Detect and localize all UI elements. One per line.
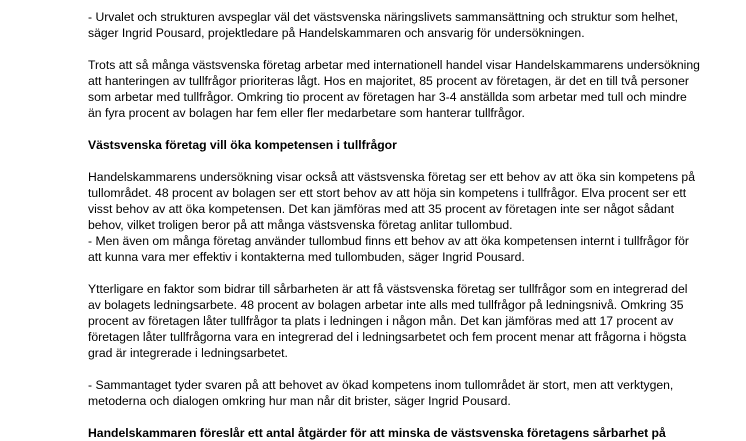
paragraph-quote-urvalet	[88, 9, 688, 41]
section-heading-atgarder: Handelskammaren föreslår ett antal åtgärder för att minska de västsvenska företagens sårbarhet på	[88, 426, 666, 440]
text-line: Handelskammarens undersökning visar också att västsvenska företag ser ett behov av att öka sin kompetens på	[88, 170, 695, 184]
paragraph-quote-sammantaget	[88, 377, 688, 409]
text-line: procent av företagen låter tullfrågor ta plats i ledningen i någon mån. Det kan jämföras med att 17 procent av	[88, 314, 674, 328]
text-line: tullområdet. 48 procent av bolagen ser ett stort behov av att höja sin kompetens i tullfrågor. Elva procent ser ett	[88, 186, 687, 200]
paragraph-ledningsarbete	[88, 281, 688, 361]
paragraph-kompetensbehov	[88, 169, 695, 265]
text-line: - Urvalet och strukturen avspeglar väl det västsvenska näringslivets sammansättning och struktur som helhet,	[88, 10, 679, 24]
text-line: än fyra procent av bolagen har fem eller fler medarbetare som hanterar tullfrågor.	[88, 106, 525, 120]
text-line: behov, vilket troligen beror på att många västsvenska företag anlitar tullombud.	[88, 218, 513, 232]
text-line: Trots att så många västsvenska företag arbetar med internationell handel visar Handelskammarens undersökning	[88, 58, 700, 72]
text-line: av bolagets ledningsarbete. 48 procent av bolagen arbetar inte alls med tullfrågor på ledningsnivå. Omkring 35	[88, 298, 684, 312]
text-line: företagen låter tullfrågorna vara en integrerad del i ledningsarbetet och fem procent menar att frågorna i högsta	[88, 330, 687, 344]
text-line: att hanteringen av tullfrågor prioriteras lågt. Hos en majoritet, 85 procent av företagen, är det en till två personer	[88, 74, 689, 88]
text-line: metoderna och dialogen omkring hur man når dit brister, säger Ingrid Pousard.	[88, 394, 511, 408]
text-line: grad är integrerade i ledningsarbetet.	[88, 346, 288, 360]
paragraph-tullfragor-prioriteras	[88, 57, 700, 121]
text-line: - Men även om många företag använder tullombud finns ett behov av att öka kompetensen internt i tullfrågor för	[88, 234, 689, 248]
text-line: att kunna vara mer effektiv i kontakterna med tullombuden, säger Ingrid Pousard.	[88, 250, 525, 264]
section-heading-kompetens: Västsvenska företag vill öka kompetensen i tullfrågor	[88, 138, 397, 152]
text-line: visst behov av att öka kompetensen. Det kan jämföras med att 35 procent av företagen inte ser något sådant	[88, 202, 675, 216]
text-line: - Sammantaget tyder svaren på att behovet av ökad kompetens inom tullområdet är stort, men att verktygen,	[88, 378, 674, 392]
text-line: säger Ingrid Pousard, projektledare på Handelskammaren och ansvarig för undersökningen.	[88, 26, 585, 40]
text-line: Ytterligare en faktor som bidrar till sårbarheten är att få västsvenska företag ser tullfrågor som en integrerad del	[88, 282, 688, 296]
document-page	[88, 9, 700, 441]
text-line: som arbetar med tullfrågor. Omkring tio procent av företagen har 3-4 anställda som arbetar med tull och mindre	[88, 90, 687, 104]
